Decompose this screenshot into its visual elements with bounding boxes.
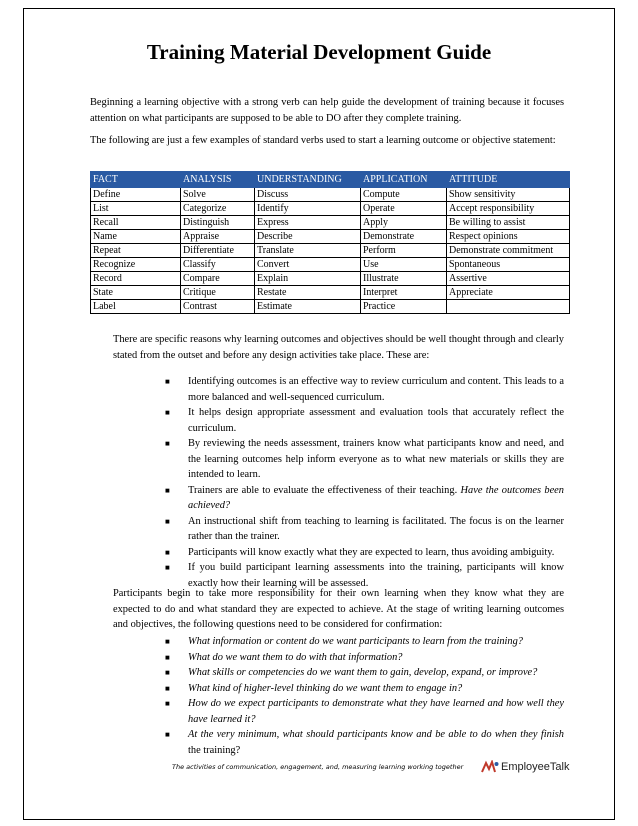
table-cell: Appraise: [181, 230, 255, 244]
table-cell: Apply: [361, 216, 447, 230]
logo-mark-icon: [481, 760, 499, 774]
list-item: [165, 727, 564, 758]
table-row: [91, 286, 570, 300]
bullet-icon: ■: [165, 547, 170, 557]
bullet-icon: ■: [165, 730, 170, 739]
table-cell: Define: [91, 188, 181, 202]
table-row: [91, 272, 570, 286]
table-cell: Accept responsibility: [447, 202, 570, 216]
table-cell: Explain: [255, 272, 361, 286]
table-cell: Appreciate: [447, 286, 570, 300]
list-item-text: By reviewing the needs assessment, trainers know what participants know and need, and the learning outcomes help inform everyone as to what new materials or skills they are intended to learn.: [188, 438, 564, 480]
table-cell: Critique: [181, 286, 255, 300]
bullet-icon: ■: [165, 683, 170, 693]
list-item-text: Participants will know exactly what they are expected to learn, thus avoiding ambiguity.: [188, 546, 555, 558]
list-item-text: At the very minimum, what should participants know and be able to do when they finish: [188, 729, 564, 740]
list-item: [165, 374, 564, 405]
verbs-table: [90, 171, 570, 314]
table-cell: Discuss: [255, 188, 361, 202]
list-item: [165, 545, 564, 561]
reasons-list: [165, 374, 564, 591]
list-item: [165, 634, 564, 650]
table-cell: Express: [255, 216, 361, 230]
list-item-text: If you build participant learning assessments into the training, participants will know exactly how their learning will be assessed.: [188, 562, 564, 589]
responsibility-paragraph: Participants begin to take more responsibility for their own learning when they know what they are expected to do and what standard they are expected to achieve. At the stage of writing learning outcomes and objectives, the following questions need to be considered for confirmation:: [113, 588, 564, 630]
header-application: APPLICATION: [361, 172, 447, 188]
table-cell: Assertive: [447, 272, 570, 286]
list-item-italic-text: Have the outcomes been achieved?: [188, 484, 564, 511]
table-cell: Use: [361, 258, 447, 272]
header-attitude: ATTITUDE: [447, 172, 570, 188]
table-cell: Estimate: [255, 300, 361, 314]
list-item-text: It helps design appropriate assessment and evaluation tools that accurately reflect the curriculum.: [188, 407, 564, 434]
table-cell: Perform: [361, 244, 447, 258]
table-cell: Label: [91, 300, 181, 314]
list-item-text: What kind of higher-level thinking do we want them to engage in?: [188, 682, 463, 694]
table-cell: Contrast: [181, 300, 255, 314]
table-cell: Interpret: [361, 286, 447, 300]
table-cell: Categorize: [181, 202, 255, 216]
list-item-text: What information or content do we want participants to learn from the training?: [188, 636, 523, 647]
bullet-icon: ■: [165, 377, 170, 386]
header-understanding: UNDERSTANDING: [255, 172, 361, 188]
table-cell: Solve: [181, 188, 255, 202]
employeetalk-logo: [481, 759, 569, 775]
table-row: [91, 300, 570, 314]
list-item: [165, 681, 564, 697]
table-cell: Spontaneous: [447, 258, 570, 272]
bullet-icon: ■: [165, 439, 170, 448]
list-item: [165, 650, 564, 666]
table-cell: Illustrate: [361, 272, 447, 286]
table-row: [91, 188, 570, 202]
table-cell: Recognize: [91, 258, 181, 272]
table-row: [91, 202, 570, 216]
list-item: [165, 665, 564, 681]
list-item: [165, 514, 564, 545]
bullet-icon: ■: [165, 699, 170, 708]
table-cell: Respect opinions: [447, 230, 570, 244]
bullet-icon: ■: [165, 516, 170, 526]
table-cell: Translate: [255, 244, 361, 258]
table-cell: List: [91, 202, 181, 216]
verbs-table-body: [91, 188, 570, 314]
examples-paragraph: The following are just a few examples of standard verbs used to start a learning outcome or objective statement:: [90, 135, 556, 146]
bullet-icon: ■: [165, 563, 170, 572]
table-row: [91, 216, 570, 230]
bullet-icon: ■: [165, 408, 170, 417]
table-cell: Distinguish: [181, 216, 255, 230]
list-item: [165, 696, 564, 727]
table-cell: Recall: [91, 216, 181, 230]
table-cell: Demonstrate commitment: [447, 244, 570, 258]
verbs-table-header-row: [91, 172, 570, 188]
table-cell: Record: [91, 272, 181, 286]
bullet-icon: ■: [165, 485, 170, 495]
list-item-text: An instructional shift from teaching to learning is facilitated. The focus is on the learner rather than the trainer.: [188, 515, 564, 542]
table-cell: Practice: [361, 300, 447, 314]
table-cell: Be willing to assist: [447, 216, 570, 230]
intro-paragraph: Beginning a learning objective with a strong verb can help guide the development of training because it focuses attention on what participants are supposed to be able to DO after they complete training.: [90, 97, 564, 124]
list-item-text: How do we expect participants to demonstrate what they have learned and how well they have learned it?: [188, 698, 564, 725]
header-analysis: ANALYSIS: [181, 172, 255, 188]
reasons-paragraph: There are specific reasons why learning outcomes and objectives should be well thought through and clearly stated from the outset and before any design activities take place. These are:: [113, 334, 564, 361]
bullet-icon: ■: [165, 652, 170, 662]
table-cell: Repeat: [91, 244, 181, 258]
table-cell: Convert: [255, 258, 361, 272]
footer-tagline: The activities of communication, engagement, and, measuring learning working together: [172, 763, 464, 771]
table-cell: State: [91, 286, 181, 300]
table-cell: [447, 300, 570, 314]
table-row: [91, 244, 570, 258]
list-item-text: Trainers are able to evaluate the effectiveness of their teaching.: [188, 484, 461, 496]
list-item: [165, 483, 564, 514]
table-cell: Compute: [361, 188, 447, 202]
list-item: [165, 405, 564, 436]
table-cell: Identify: [255, 202, 361, 216]
header-fact: FACT: [91, 172, 181, 188]
table-cell: Compare: [181, 272, 255, 286]
table-row: [91, 258, 570, 272]
logo-text: EmployeeTalk: [501, 761, 570, 773]
table-row: [91, 230, 570, 244]
table-cell: Restate: [255, 286, 361, 300]
table-cell: Operate: [361, 202, 447, 216]
list-item-text: Identifying outcomes is an effective way to review curriculum and content. This leads to a more balanced and well-sequenced curriculum.: [188, 376, 564, 403]
table-cell: Describe: [255, 230, 361, 244]
table-cell: Classify: [181, 258, 255, 272]
questions-list: [165, 634, 564, 758]
list-item: [165, 436, 564, 483]
list-item-text: What do we want them to do with that information?: [188, 651, 403, 663]
bullet-icon: ■: [165, 668, 170, 677]
table-cell: Differentiate: [181, 244, 255, 258]
table-cell: Name: [91, 230, 181, 244]
table-cell: Show sensitivity: [447, 188, 570, 202]
page-title: Training Material Development Guide: [146, 40, 492, 64]
bullet-icon: ■: [165, 637, 170, 646]
list-item-tail-text: the training?: [188, 744, 241, 756]
list-item-text: What skills or competencies do we want them to gain, develop, expand, or improve?: [188, 667, 538, 678]
table-cell: Demonstrate: [361, 230, 447, 244]
